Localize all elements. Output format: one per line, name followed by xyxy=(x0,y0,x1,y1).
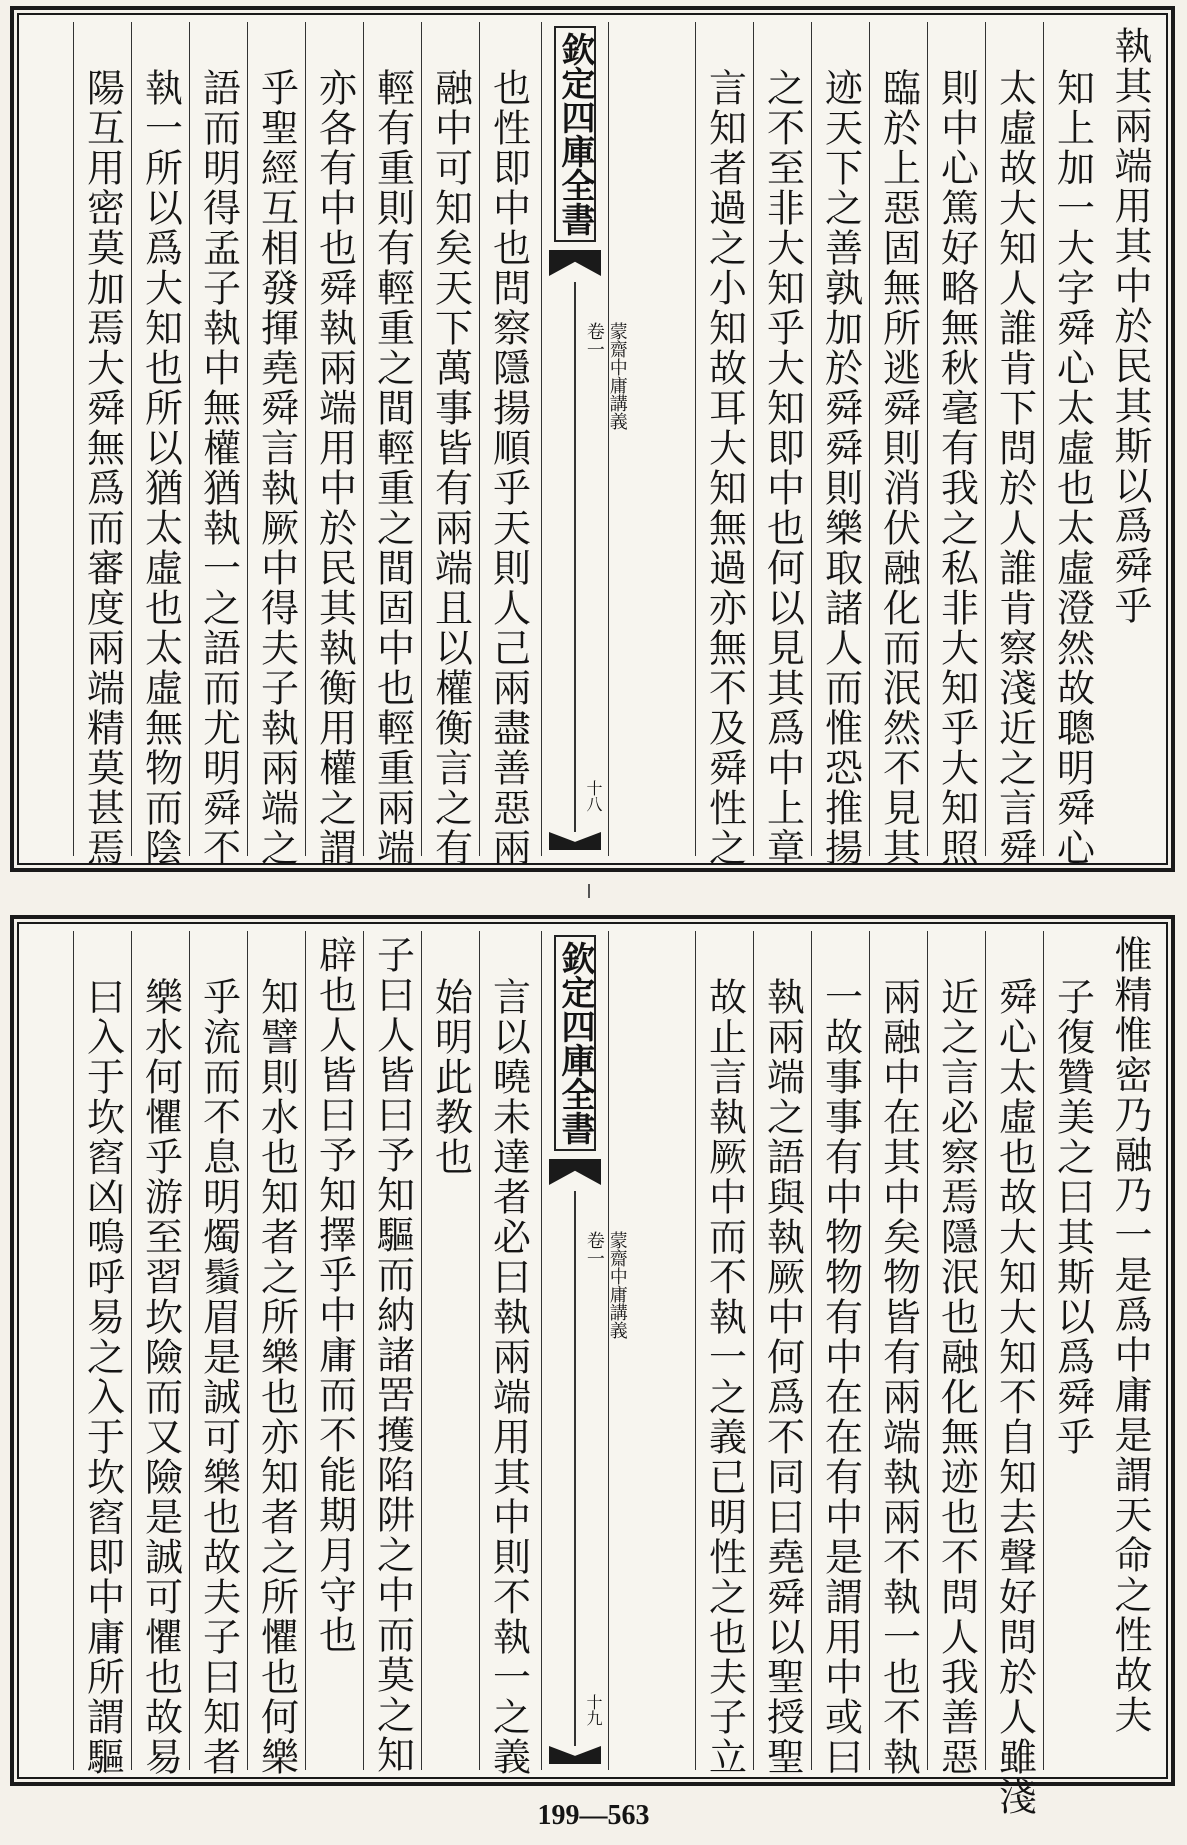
column-text: 臨於上惡固無所逃舜則消伏融化而泯然不見其 xyxy=(876,68,921,868)
text-column xyxy=(811,22,869,868)
column-text: 執一所以爲大知也所以猶太虛也太虛無物而陰 xyxy=(138,68,183,868)
column-text: 陽互用密莫加焉大舜無爲而審度兩端精莫甚焉 xyxy=(80,68,125,868)
chapter-title: 蒙齋中庸講義 xyxy=(606,1231,628,1339)
text-column xyxy=(1043,22,1101,868)
column-text: 也性即中也問察隱揚順乎天則人己兩盡善惡兩 xyxy=(486,68,531,868)
leaf-number: 十八 xyxy=(584,780,603,812)
text-column xyxy=(131,22,189,868)
column-text: 舜心太虛也故大知大知不自知去聲好問於人雖淺 xyxy=(992,977,1037,1817)
text-column xyxy=(695,931,753,1777)
text-column xyxy=(1101,22,1159,856)
column-text: 惟精惟密乃融乃一是爲中庸是謂天命之性故夫 xyxy=(1108,935,1152,1735)
text-column xyxy=(479,931,537,1777)
column-text: 乎流而不息明燭鬚眉是誠可樂也故夫子曰知者 xyxy=(196,977,241,1777)
column-text: 樂水何懼乎游至習坎險而又險是誠可懼也故易 xyxy=(138,977,183,1777)
text-column xyxy=(363,22,421,868)
column-text: 亦各有中也舜執兩端用中於民其執衡用權之謂 xyxy=(312,68,357,868)
leaf-number: 十九 xyxy=(584,1694,603,1726)
column-text: 一故事事有中物物有中在在有中是謂用中或曰 xyxy=(818,977,863,1777)
text-column xyxy=(869,931,927,1777)
text-column xyxy=(1043,931,1101,1770)
text-column xyxy=(363,931,421,1775)
text-column xyxy=(247,931,305,1777)
fold-rule xyxy=(574,1191,628,1746)
column-text: 子復贊美之曰其斯以爲舜乎 xyxy=(1050,977,1095,1457)
text-column xyxy=(753,931,811,1777)
volume-label: 卷一 xyxy=(583,322,605,358)
column-text: 乎聖經互相發揮堯舜言執厥中得夫子執兩端之 xyxy=(254,68,299,868)
column-text: 太虛故大知人誰肯下問於人誰肯察淺近之言舜 xyxy=(992,68,1037,868)
column-text: 知上加一大字舜心太虛也太虛澄然故聰明舜心 xyxy=(1050,68,1095,868)
column-text: 始明此教也 xyxy=(428,977,473,1177)
column-text: 語而明得孟子執中無權猶執一之語而尤明舜不 xyxy=(196,68,241,868)
text-column xyxy=(985,931,1043,1817)
fish-tail-mark xyxy=(549,1159,601,1185)
text-column xyxy=(985,22,1043,868)
column-text: 子曰人皆曰予知驅而納諸罟擭陷阱之中而莫之知 xyxy=(370,935,415,1775)
column-text: 執兩端之語與執厥中何爲不同曰堯舜以聖授聖 xyxy=(760,977,805,1777)
text-column xyxy=(73,22,131,868)
column-text: 近之言必察焉隱泯也融化無迹也不問人我善惡 xyxy=(934,977,979,1777)
text-column xyxy=(695,22,753,868)
text-column xyxy=(927,22,985,868)
fish-tail-mark xyxy=(549,250,601,276)
fold-rule xyxy=(574,282,628,832)
fold-mark xyxy=(588,884,590,898)
column-text: 兩融中在其中矣物皆有兩端執兩不執一也不執 xyxy=(876,977,921,1777)
center-fold xyxy=(541,931,628,1770)
column-text: 則中心篤好略無秋毫有我之私非大知乎大知照 xyxy=(934,68,979,868)
column-text: 曰入于坎窞凶嗚呼易之入于坎窞即中庸所謂驅 xyxy=(80,977,125,1777)
text-column xyxy=(753,22,811,868)
text-column xyxy=(73,931,131,1777)
text-column xyxy=(189,22,247,868)
text-column xyxy=(927,931,985,1777)
column-text: 輕有重則有輕重之間輕重之間固中也輕重兩端 xyxy=(370,68,415,868)
top-page xyxy=(10,6,1175,872)
text-column xyxy=(1101,931,1159,1770)
center-fold xyxy=(541,22,628,856)
text-column xyxy=(479,22,537,868)
text-column xyxy=(421,22,479,868)
volume-label: 卷一 xyxy=(583,1231,605,1267)
column-text: 之不至非大知乎大知即中也何以見其爲中上章 xyxy=(760,68,805,868)
text-column xyxy=(305,931,363,1770)
text-column xyxy=(131,931,189,1777)
fish-tail-mark-bottom xyxy=(549,1746,601,1764)
column-text: 故止言執厥中而不執一之義已明性之也夫子立 xyxy=(702,977,747,1777)
text-column xyxy=(869,22,927,868)
text-column xyxy=(421,931,479,1770)
page-number: 199—563 xyxy=(537,1800,650,1831)
column-text: 迹天下之善孰加於舜舜則樂取諸人而惟恐推揚 xyxy=(818,68,863,868)
book-title: 欽定四庫全書 xyxy=(554,26,596,242)
book-title: 欽定四庫全書 xyxy=(554,935,596,1151)
column-text: 言以曉未達者必曰執兩端用其中則不執一之義 xyxy=(486,977,531,1777)
column-text: 執其兩端用其中於民其斯以爲舜乎 xyxy=(1108,26,1152,626)
text-column xyxy=(247,22,305,868)
text-column xyxy=(811,931,869,1777)
chapter-title: 蒙齋中庸講義 xyxy=(606,322,628,430)
column-text: 辟也人皆曰予知擇乎中庸而不能期月守也 xyxy=(312,935,357,1655)
column-text: 融中可知矣天下萬事皆有兩端且以權衡言之有 xyxy=(428,68,473,868)
text-column xyxy=(189,931,247,1777)
fish-tail-mark-bottom xyxy=(549,832,601,850)
column-text: 知譬則水也知者之所樂也亦知者之所懼也何樂 xyxy=(254,977,299,1777)
column-text: 言知者過之小知故耳大知無過亦無不及舜性之 xyxy=(702,68,747,868)
text-column xyxy=(305,22,363,868)
